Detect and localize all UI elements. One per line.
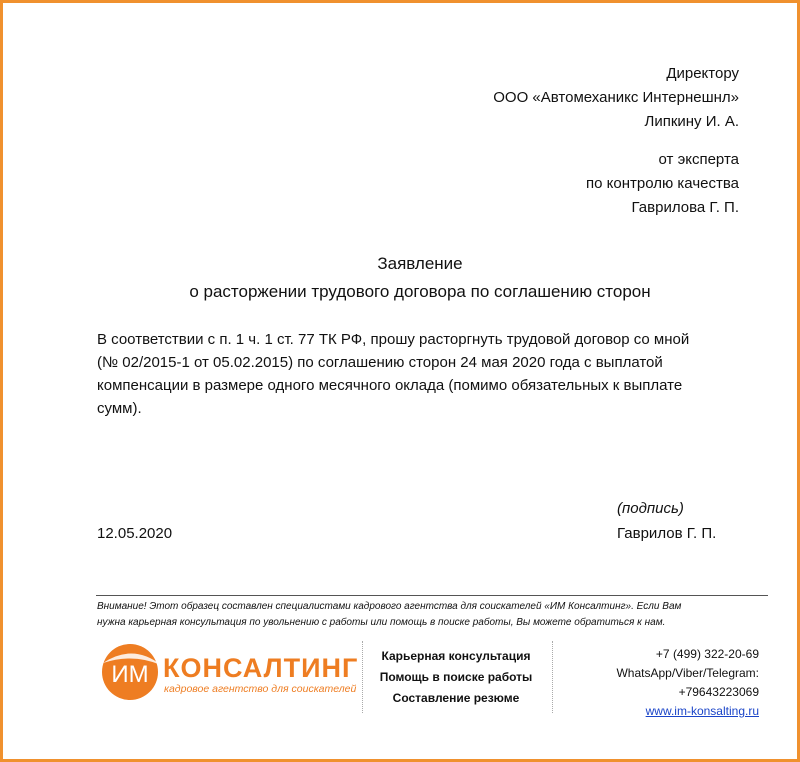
service-item: Составление резюме [392, 691, 520, 705]
sender-name: Гаврилова Г. П. [631, 199, 739, 216]
document-title [0, 250, 800, 306]
footer-divider [96, 595, 768, 596]
statement-body [97, 328, 737, 420]
sender-position: по контролю качества [586, 175, 739, 192]
document-date: 12.05.2020 [97, 525, 173, 542]
sender-from: от эксперта [658, 151, 739, 168]
sender-block [586, 148, 739, 220]
service-item: Помощь в поиске работы [379, 670, 533, 684]
website-link[interactable]: www.im-konsalting.ru [645, 704, 759, 718]
contacts-block [616, 645, 759, 721]
body-line: В соответствии с п. 1 ч. 1 ст. 77 ТК РФ, прошу расторгнуть трудовой договор со мной [97, 331, 690, 348]
body-line: сумм). [97, 400, 142, 417]
title-main: Заявление [377, 254, 463, 273]
notice-line: нужна карьерная консультация по увольнению с работы или помощь в поиске работы, Вы можете обратиться к нам. [97, 617, 666, 628]
signature-hint: (подпись) [617, 500, 684, 517]
addressee-name: Липкину И. А. [644, 113, 739, 130]
footer-notice [97, 599, 767, 631]
company-logo[interactable] [97, 641, 359, 701]
contact-messengers: WhatsApp/Viber/Telegram: [616, 666, 759, 680]
addressee-block [493, 62, 739, 134]
body-line: компенсации в размере одного месячного оклада (помимо обязательных к выплате [97, 377, 683, 394]
addressee-company: ООО «Автомеханикс Интернешнл» [493, 89, 739, 106]
body-line: (№ 02/2015-1 от 05.02.2015) по соглашению сторон 24 мая 2020 года с выплатой [97, 354, 663, 371]
services-list [360, 646, 552, 709]
notice-line: Внимание! Этот образец составлен специалистами кадрового агентства для соискателей «ИМ Консалтинг». Если Вам [97, 601, 682, 612]
footer-separator [552, 641, 553, 713]
contact-mobile: +79643223069 [678, 685, 759, 699]
logo-name: КОНСАЛТИНГ [163, 653, 359, 683]
logo-graphic [97, 641, 359, 701]
title-subject: о расторжении трудового договора по соглашению сторон [189, 282, 651, 301]
signer-name: Гаврилов Г. П. [617, 525, 717, 542]
addressee-position: Директору [666, 65, 739, 82]
contact-phone: +7 (499) 322-20-69 [655, 647, 759, 661]
service-item: Карьерная консультация [381, 649, 531, 663]
logo-tagline: кадровое агентство для соискателей [164, 683, 357, 695]
logo-abbr: ИМ [111, 661, 149, 688]
